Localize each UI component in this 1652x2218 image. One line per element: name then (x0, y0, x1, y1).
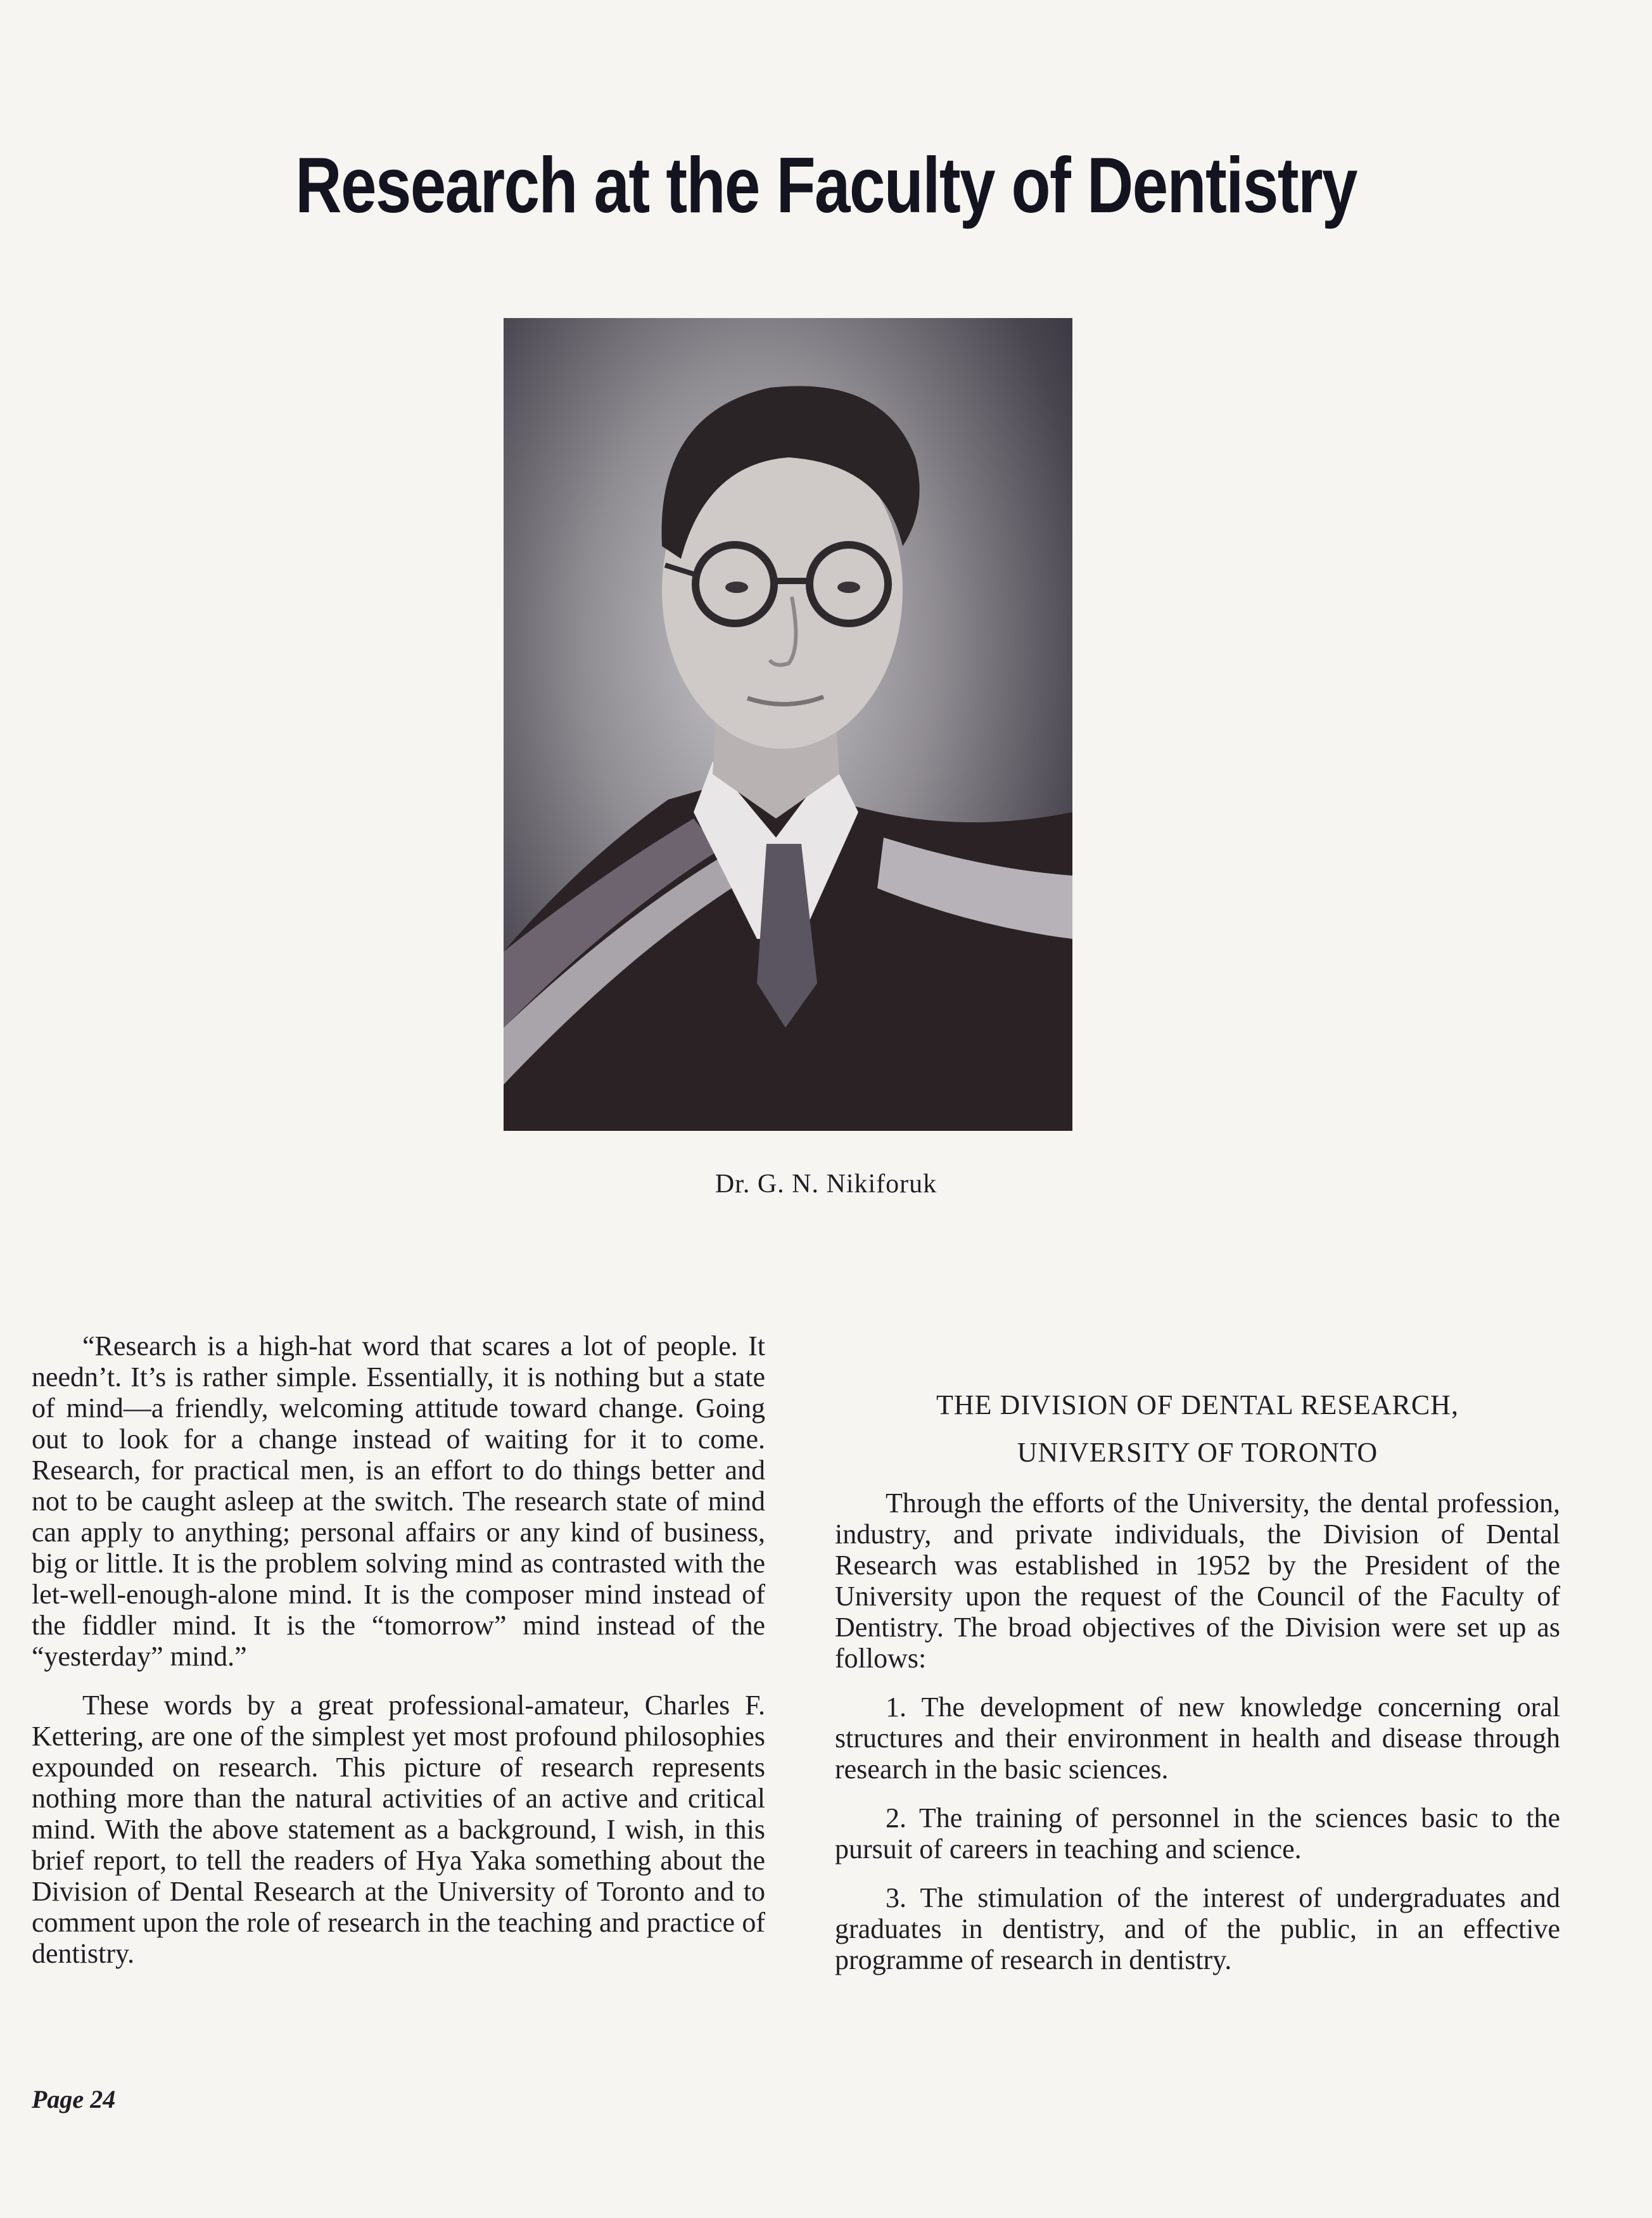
photo-caption: Dr. G. N. Nikiforuk (715, 1170, 937, 1199)
body-paragraph: These words by a great professional-amateur, Charles F. Kettering, are one of the simplest yet most profound philosophies expounded on research. This picture of research represents nothing more than the natural activities of an active and critical mind. With the above statement as a background, I wish, in this brief report, to tell the readers of Hya Yaka something about the Division of Dental Research at the University of Toronto and to comment upon the role of research in the teaching and practice of dentistry. (32, 1690, 765, 1969)
section-heading-line1: THE DIVISION OF DENTAL RESEARCH, (936, 1389, 1459, 1420)
right-column (835, 1381, 1560, 1993)
objective-item: 3. The stimulation of the interest of undergraduates and graduates in dentistry, and of the public, in an effective programme of research in dentistry. (835, 1882, 1560, 1975)
objective-item: 2. The training of personnel in the sciences basic to the pursuit of careers in teaching and science. (835, 1802, 1560, 1864)
quote-paragraph: “Research is a high-hat word that scares a lot of people. It needn’t. It’s is rather simple. Essentially, it is nothing but a state of mind—a friendly, welcoming attitude toward change. Going out to look for a change instead of waiting for it to come. Research, for practical men, is an effort to do things better and not to be caught asleep at the switch. The research state of mind can apply to anything; personal affairs or any kind of business, big or little. It is the problem solving mind as contrasted with the let-well-enough-alone mind. It is the composer mind instead of the fiddler mind. It is the “tomorrow” mind instead of the “yesterday” mind.” (32, 1330, 765, 1672)
portrait-photo (504, 318, 1072, 1131)
page-title: Research at the Faculty of Dentistry (295, 142, 1357, 229)
page-number: Page 24 (32, 2085, 116, 2113)
section-heading-line2: UNIVERSITY OF TORONTO (1017, 1437, 1378, 1468)
intro-paragraph: Through the efforts of the University, the dental profession, industry, and private individuals, the Division of Dental Research was established in 1952 by the President of the University upon the request of the Council of the Faculty of Dentistry. The broad objectives of the Division were set up as follows: (835, 1488, 1560, 1674)
left-column (32, 1330, 765, 1987)
objective-item: 1. The development of new knowledge concerning oral structures and their environment in health and disease through research in the basic sciences. (835, 1692, 1560, 1785)
